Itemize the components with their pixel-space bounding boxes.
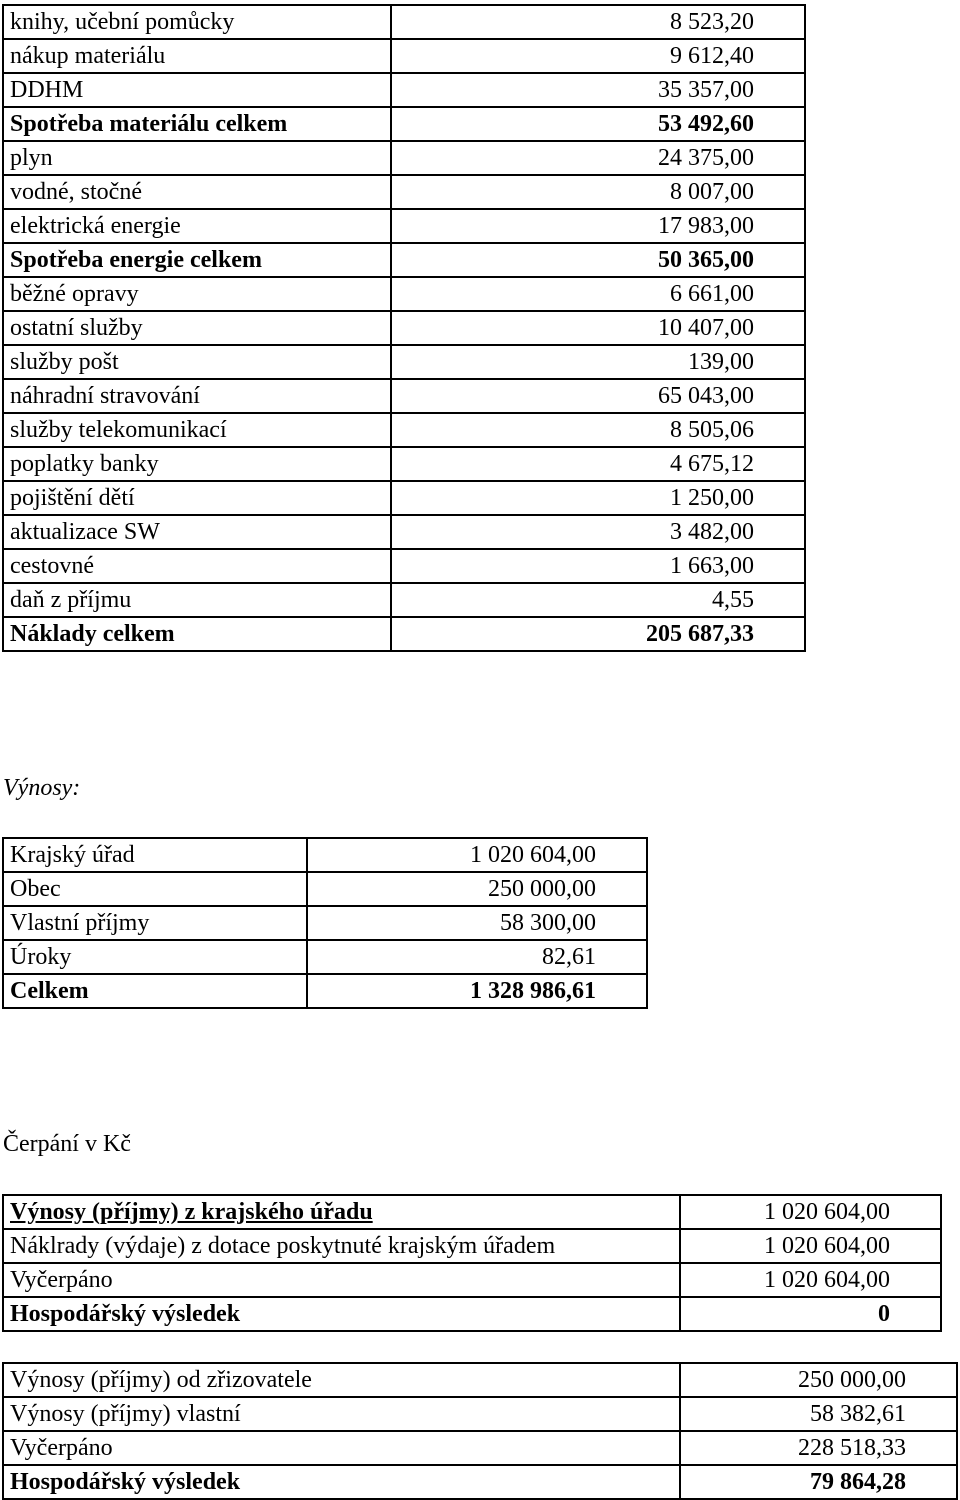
row-value: 205 687,33 bbox=[391, 617, 805, 651]
table-row bbox=[3, 515, 805, 549]
row-value: 82,61 bbox=[307, 940, 647, 974]
table-row bbox=[3, 583, 805, 617]
row-label: Vyčerpáno bbox=[3, 1263, 680, 1297]
row-label: služby telekomunikací bbox=[3, 413, 391, 447]
row-value: 9 612,40 bbox=[391, 39, 805, 73]
row-value: 58 300,00 bbox=[307, 906, 647, 940]
row-value: 1 020 604,00 bbox=[680, 1195, 941, 1229]
vynosy-table bbox=[2, 837, 648, 1009]
row-label: nákup materiálu bbox=[3, 39, 391, 73]
table-row bbox=[3, 872, 647, 906]
row-label: Výnosy (příjmy) vlastní bbox=[3, 1397, 680, 1431]
table-row bbox=[3, 141, 805, 175]
subtotal-row bbox=[3, 243, 805, 277]
row-value: 53 492,60 bbox=[391, 107, 805, 141]
table-row bbox=[3, 39, 805, 73]
row-value: 250 000,00 bbox=[680, 1363, 957, 1397]
total-row bbox=[3, 974, 647, 1008]
row-label: knihy, učební pomůcky bbox=[3, 5, 391, 39]
row-value: 0 bbox=[680, 1297, 941, 1331]
table-row bbox=[3, 277, 805, 311]
row-value: 4,55 bbox=[391, 583, 805, 617]
row-label: daň z příjmu bbox=[3, 583, 391, 617]
table-row bbox=[3, 175, 805, 209]
table-row bbox=[3, 481, 805, 515]
table-row bbox=[3, 1363, 957, 1397]
table-row bbox=[3, 906, 647, 940]
row-label: Spotřeba materiálu celkem bbox=[3, 107, 391, 141]
table-row bbox=[3, 838, 647, 872]
row-label: cestovné bbox=[3, 549, 391, 583]
table-row bbox=[3, 311, 805, 345]
cerpani-kraj-table bbox=[2, 1194, 942, 1332]
row-value: 1 663,00 bbox=[391, 549, 805, 583]
row-label: Vlastní příjmy bbox=[3, 906, 307, 940]
total-row bbox=[3, 617, 805, 651]
row-value: 139,00 bbox=[391, 345, 805, 379]
vynosy-heading: Výnosy: bbox=[3, 775, 81, 801]
row-value: 228 518,33 bbox=[680, 1431, 957, 1465]
row-label: vodné, stočné bbox=[3, 175, 391, 209]
row-label: poplatky banky bbox=[3, 447, 391, 481]
row-value: 50 365,00 bbox=[391, 243, 805, 277]
table-row bbox=[3, 1431, 957, 1465]
table-row bbox=[3, 1263, 941, 1297]
row-value: 1 020 604,00 bbox=[680, 1263, 941, 1297]
row-label: Krajský úřad bbox=[3, 838, 307, 872]
row-label: Spotřeba energie celkem bbox=[3, 243, 391, 277]
row-label: plyn bbox=[3, 141, 391, 175]
row-label: Hospodářský výsledek bbox=[3, 1297, 680, 1331]
table-row bbox=[3, 1229, 941, 1263]
row-label: ostatní služby bbox=[3, 311, 391, 345]
row-label: Výnosy (příjmy) z krajského úřadu bbox=[3, 1195, 680, 1229]
table-row bbox=[3, 73, 805, 107]
row-value: 35 357,00 bbox=[391, 73, 805, 107]
table-row bbox=[3, 1397, 957, 1431]
row-value: 8 007,00 bbox=[391, 175, 805, 209]
cerpani-heading: Čerpání v Kč bbox=[3, 1131, 131, 1157]
row-label: aktualizace SW bbox=[3, 515, 391, 549]
row-label: Hospodářský výsledek bbox=[3, 1465, 680, 1499]
row-value: 8 523,20 bbox=[391, 5, 805, 39]
table-row bbox=[3, 549, 805, 583]
row-value: 1 020 604,00 bbox=[307, 838, 647, 872]
cerpani-zrizovatel-table bbox=[2, 1362, 958, 1500]
table-row bbox=[3, 413, 805, 447]
row-label: služby pošt bbox=[3, 345, 391, 379]
table-row bbox=[3, 447, 805, 481]
row-value: 6 661,00 bbox=[391, 277, 805, 311]
row-value: 17 983,00 bbox=[391, 209, 805, 243]
row-label: Výnosy (příjmy) od zřizovatele bbox=[3, 1363, 680, 1397]
row-value: 1 250,00 bbox=[391, 481, 805, 515]
row-value: 3 482,00 bbox=[391, 515, 805, 549]
row-value: 58 382,61 bbox=[680, 1397, 957, 1431]
result-row bbox=[3, 1465, 957, 1499]
row-value: 1 020 604,00 bbox=[680, 1229, 941, 1263]
row-value: 8 505,06 bbox=[391, 413, 805, 447]
row-value: 24 375,00 bbox=[391, 141, 805, 175]
table-row bbox=[3, 5, 805, 39]
row-label: náhradní stravování bbox=[3, 379, 391, 413]
table-row bbox=[3, 209, 805, 243]
row-label: Náklrady (výdaje) z dotace poskytnuté krajským úřadem bbox=[3, 1229, 680, 1263]
result-row bbox=[3, 1297, 941, 1331]
row-label: Vyčerpáno bbox=[3, 1431, 680, 1465]
row-value: 1 328 986,61 bbox=[307, 974, 647, 1008]
table-row bbox=[3, 940, 647, 974]
row-label: DDHM bbox=[3, 73, 391, 107]
row-value: 65 043,00 bbox=[391, 379, 805, 413]
row-label: elektrická energie bbox=[3, 209, 391, 243]
row-label: běžné opravy bbox=[3, 277, 391, 311]
row-label: Náklady celkem bbox=[3, 617, 391, 651]
row-label: Úroky bbox=[3, 940, 307, 974]
row-value: 10 407,00 bbox=[391, 311, 805, 345]
table-row bbox=[3, 379, 805, 413]
row-value: 4 675,12 bbox=[391, 447, 805, 481]
subtotal-row bbox=[3, 107, 805, 141]
table-row bbox=[3, 345, 805, 379]
row-label: pojištění dětí bbox=[3, 481, 391, 515]
row-value: 79 864,28 bbox=[680, 1465, 957, 1499]
row-label: Obec bbox=[3, 872, 307, 906]
table-row bbox=[3, 1195, 941, 1229]
row-value: 250 000,00 bbox=[307, 872, 647, 906]
row-label: Celkem bbox=[3, 974, 307, 1008]
naklady-table bbox=[2, 4, 806, 652]
